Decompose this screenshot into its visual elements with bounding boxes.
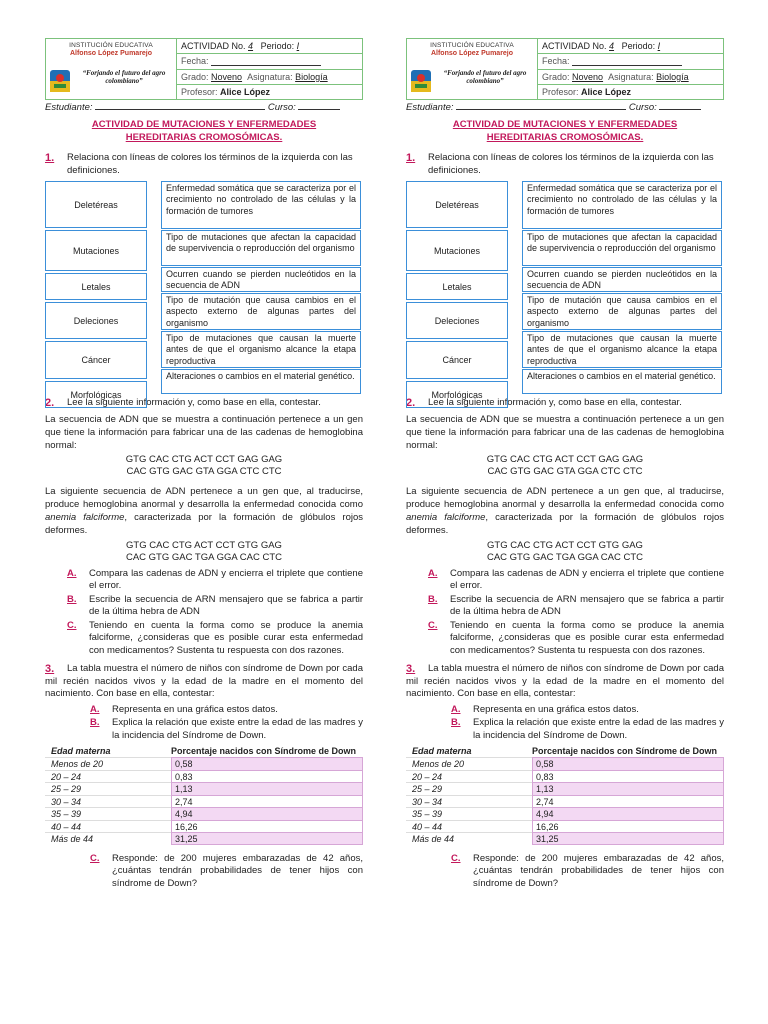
date-field[interactable] — [211, 57, 321, 66]
course-label: Curso: — [628, 102, 657, 113]
term-box[interactable] — [45, 273, 147, 300]
date-row — [538, 54, 723, 69]
term-label: Morfológicas — [431, 389, 483, 400]
subitem-a — [428, 568, 724, 593]
dna-normal-sequence — [45, 454, 363, 479]
term-label: Cáncer — [81, 355, 111, 365]
term-box[interactable] — [406, 341, 508, 379]
table-row — [45, 795, 363, 808]
sequence-line: GTG CAC CTG ACT CCT GAG GAG — [125, 453, 283, 465]
subitem-text: Explica la relación que existe entre la edad de las madres y la incidencia del Síndrome de Down. — [112, 717, 363, 741]
table-row — [406, 757, 724, 770]
period-value: I — [296, 41, 300, 52]
student-name-field[interactable] — [95, 101, 265, 110]
institution-label: INSTITUCIÓN EDUCATIVA — [69, 42, 153, 49]
student-label: Estudiante: — [45, 102, 93, 113]
term-box[interactable] — [406, 181, 508, 228]
term-box[interactable] — [406, 273, 508, 300]
question-1 — [45, 152, 363, 177]
matching-table — [406, 181, 724, 400]
question-3-subitems — [45, 704, 363, 743]
percentage-cell: 2,74 — [532, 795, 724, 808]
term-box[interactable] — [406, 381, 508, 408]
term-label: Deletéreas — [435, 199, 479, 210]
grade-row — [177, 70, 362, 85]
question-text: Lee la siguiente información y, como base en ella, contestar. — [428, 397, 682, 408]
table-row — [406, 832, 724, 845]
age-cell: Más de 44 — [406, 832, 532, 845]
column-header: Porcentaje nacidos con Síndrome de Down — [171, 746, 357, 756]
school-block — [46, 39, 177, 99]
school-block — [407, 39, 538, 99]
term-box[interactable] — [45, 381, 147, 408]
sequence-line: CAC GTG GAC GTA GGA CTC CTC — [487, 466, 643, 477]
column-header: Porcentaje nacidos con Síndrome de Down — [532, 746, 718, 756]
table-row — [45, 832, 363, 845]
definition-box[interactable]: Tipo de mutaciones que causan la muerte antes de que el organismo alcance la etapa reproductiva — [522, 331, 722, 368]
period-value: I — [657, 41, 661, 52]
question-number: 1. — [45, 152, 55, 164]
question-2-subitems — [406, 568, 724, 658]
definition-box[interactable]: Tipo de mutaciones que causan la muerte antes de que el organismo alcance la etapa reproductiva — [161, 331, 361, 368]
para-text: La siguiente secuencia de ADN pertenece a un gen que, al traducirse, produce hemoglobina anormal y desarrolla la enfermedad conocida como — [406, 485, 724, 510]
column-header: Edad materna — [51, 746, 111, 756]
term-label: Letales — [442, 281, 472, 292]
disease-name: anemia falciforme — [45, 511, 125, 523]
subitem-letter: A. — [451, 703, 461, 715]
term-box[interactable] — [406, 230, 508, 271]
table-row — [406, 795, 724, 808]
subitem-c — [428, 620, 724, 658]
subitem-text: Compara las cadenas de ADN y encierra el triplete que contiene el error. — [89, 567, 363, 591]
sequence-line: GTG CAC CTG ACT CCT GAG GAG — [486, 453, 644, 465]
school-logo-icon — [410, 69, 432, 93]
term-label: Mutaciones — [72, 245, 120, 256]
percentage-cell: 0,58 — [171, 757, 363, 770]
subitem-text: Compara las cadenas de ADN y encierra el triplete que contiene el error. — [450, 567, 724, 591]
subitem-letter: B. — [428, 593, 438, 605]
sequence-line: CAC GTG GAC TGA GGA CAC CTC — [125, 552, 283, 563]
table-row — [406, 782, 724, 795]
subitem-c — [451, 853, 724, 891]
question-3-subitem-c — [406, 853, 724, 891]
teacher-value: Alice López — [220, 86, 271, 97]
student-line — [45, 101, 363, 113]
question-number: 2. — [45, 397, 55, 409]
question-number: 1. — [406, 152, 416, 164]
terms-column — [45, 181, 147, 410]
percentage-cell: 0,58 — [532, 757, 724, 770]
subject-value: Biología — [656, 71, 689, 82]
subitem-text: Escribe la secuencia de ARN mensajero que se fabrica a partir de la última hebra de ADN — [89, 593, 363, 617]
teacher-row — [538, 85, 723, 99]
para-text: , caracterizada por la formación de glóbulos rojos deformes. — [406, 511, 724, 536]
definition-box[interactable]: Tipo de mutación que causa cambios en el aspecto externo de algunas partes del organismo — [522, 293, 722, 330]
header-box — [406, 38, 724, 100]
table-row — [45, 807, 363, 820]
subitem-text: Representa en una gráfica estos datos. — [112, 703, 278, 715]
subitem-text: Explica la relación que existe entre la edad de las madres y la incidencia del Síndrome de Down. — [473, 717, 724, 741]
sequence-line: GTG CAC CTG ACT CCT GTG GAG — [487, 539, 643, 551]
subitem-b — [90, 717, 363, 742]
question-text: La tabla muestra el número de niños con síndrome de Down por cada mil recién nacidos vivos y la edad de la madre en el momento del nacimiento. Con base en ella, contestar: — [45, 663, 363, 699]
subitem-b — [67, 594, 363, 619]
disease-name: anemia falciforme — [406, 511, 486, 523]
student-line — [406, 101, 724, 113]
subitem-text: Responde: de 200 mujeres embarazadas de 42 años, ¿cuántas tendrán probabilidades de tener hijos con síndrome de Down? — [473, 852, 724, 889]
age-cell: 35 – 39 — [406, 807, 532, 820]
subitem-c — [67, 620, 363, 658]
term-box[interactable] — [45, 302, 147, 339]
activity-row — [177, 39, 362, 54]
dna-mutant-intro — [45, 485, 363, 537]
down-syndrome-table — [406, 746, 724, 845]
term-label: Morfológicas — [70, 389, 122, 400]
age-cell: Más de 44 — [45, 832, 171, 845]
table-row — [45, 757, 363, 770]
percentage-cell: 31,25 — [171, 832, 363, 845]
percentage-cell: 31,25 — [532, 832, 724, 845]
definitions-column — [522, 181, 722, 395]
table-row — [45, 770, 363, 783]
percentage-cell: 16,26 — [532, 820, 724, 833]
question-number: 3. — [406, 663, 416, 675]
institution-label: INSTITUCIÓN EDUCATIVA — [430, 42, 514, 49]
title-line-1: ACTIVIDAD DE MUTACIONES Y ENFERMEDADES — [91, 119, 317, 130]
question-1 — [406, 152, 724, 177]
subitem-text: Escribe la secuencia de ARN mensajero que se fabrica a partir de la última hebra de ADN — [450, 593, 724, 617]
subitem-a — [67, 568, 363, 593]
grade-label: Grado: — [181, 71, 209, 82]
para-text: , caracterizada por la formación de glóbulos rojos deformes. — [45, 511, 363, 536]
course-field[interactable] — [298, 101, 340, 110]
activity-title — [45, 118, 363, 144]
definition-box[interactable]: Alteraciones o cambios en el material genético. — [161, 369, 361, 394]
teacher-value: Alice López — [581, 86, 632, 97]
table-header — [45, 746, 363, 757]
teacher-row — [177, 85, 362, 99]
date-label: Fecha: — [542, 56, 570, 67]
subitem-text: Teniendo en cuenta la forma como se produce la anemia falciforme, ¿consideras que es posible curar esta enfermedad con medicamentos? Sustenta tu respuesta con dos razones. — [89, 619, 363, 656]
definition-box[interactable]: Enfermedad somática que se caracteriza por el crecimiento no controlado de las células y la formación de tumores — [161, 181, 361, 229]
sequence-line: CAC GTG GAC GTA GGA CTC CTC — [126, 466, 282, 477]
course-label: Curso: — [267, 102, 296, 113]
percentage-cell: 4,94 — [532, 807, 724, 820]
definition-box[interactable]: Ocurren cuando se pierden nucleótidos en la secuencia de ADN — [161, 267, 361, 292]
subitem-a — [90, 704, 363, 717]
question-3 — [45, 663, 363, 701]
subitem-letter: A. — [90, 703, 100, 715]
subject-label: Asignatura: — [608, 71, 654, 82]
subitem-letter: B. — [90, 717, 100, 728]
table-row — [45, 820, 363, 833]
term-label: Mutaciones — [433, 245, 481, 256]
date-field[interactable] — [572, 57, 682, 66]
subitem-a — [451, 704, 724, 717]
dna-normal-intro: La secuencia de ADN que se muestra a continuación pertenece a un gen que tiene la información para fabricar una de las cadenas de hemoglobina normal: — [406, 413, 724, 451]
question-text: Relaciona con líneas de colores los términos de la izquierda con las definiciones. — [428, 152, 714, 176]
percentage-cell: 16,26 — [171, 820, 363, 833]
school-motto: “Forjando el futuro del agro colombiano” — [443, 69, 527, 85]
subitem-b — [428, 594, 724, 619]
table-row — [406, 770, 724, 783]
question-text: La tabla muestra el número de niños con síndrome de Down por cada mil recién nacidos vivos y la edad de la madre en el momento del nacimiento. Con base en ella, contestar: — [406, 663, 724, 699]
subitem-text: Representa en una gráfica estos datos. — [473, 703, 639, 715]
age-cell: 40 – 44 — [406, 820, 532, 833]
header-fields — [538, 39, 723, 99]
question-3 — [406, 663, 724, 701]
definition-box[interactable]: Enfermedad somática que se caracteriza por el crecimiento no controlado de las células y la formación de tumores — [522, 181, 722, 229]
term-label: Letales — [81, 281, 111, 292]
term-label: Deleciones — [434, 315, 480, 326]
column-header: Edad materna — [412, 746, 472, 756]
dna-mutant-intro — [406, 485, 724, 537]
subject-label: Asignatura: — [247, 71, 293, 82]
subitem-letter: C. — [67, 619, 77, 631]
grade-value: Noveno — [211, 71, 243, 82]
age-cell: Menos de 20 — [406, 757, 532, 770]
school-logo-icon — [49, 69, 71, 93]
definition-box[interactable]: Tipo de mutaciones que afectan la capacidad de supervivencia o reproducción del organismo — [161, 230, 361, 266]
question-3-subitems — [406, 704, 724, 743]
definition-box[interactable]: Tipo de mutaciones que afectan la capacidad de supervivencia o reproducción del organismo — [522, 230, 722, 266]
grade-value: Noveno — [572, 71, 604, 82]
age-cell: 30 – 34 — [406, 795, 532, 808]
grade-row — [538, 70, 723, 85]
student-name-field[interactable] — [456, 101, 626, 110]
question-2-subitems — [45, 568, 363, 658]
worksheet-copy-right — [406, 38, 724, 890]
subitem-text: Responde: de 200 mujeres embarazadas de 42 años, ¿cuántas tendrán probabilidades de tener hijos con síndrome de Down? — [112, 852, 363, 889]
school-name: Alfonso López Pumarejo — [69, 50, 153, 57]
percentage-cell: 0,83 — [171, 770, 363, 783]
subitem-letter: A. — [67, 567, 77, 579]
school-name: Alfonso López Pumarejo — [430, 50, 514, 57]
percentage-cell: 0,83 — [532, 770, 724, 783]
question-text: Lee la siguiente información y, como base en ella, contestar. — [67, 397, 321, 408]
table-row — [45, 782, 363, 795]
percentage-cell: 1,13 — [171, 782, 363, 795]
dna-mutant-sequence — [45, 540, 363, 565]
age-cell: 35 – 39 — [45, 807, 171, 820]
subitem-letter: C. — [451, 852, 461, 864]
title-line-1: ACTIVIDAD DE MUTACIONES Y ENFERMEDADES — [452, 119, 678, 130]
table-header — [406, 746, 724, 757]
term-box[interactable] — [45, 181, 147, 228]
grade-label: Grado: — [542, 71, 570, 82]
term-box[interactable] — [45, 230, 147, 271]
age-cell: 40 – 44 — [45, 820, 171, 833]
question-number: 3. — [45, 663, 55, 675]
activity-row — [538, 39, 723, 54]
question-number: 2. — [406, 397, 416, 409]
worksheet-copy-left — [45, 38, 363, 890]
sequence-line: GTG CAC CTG ACT CCT GTG GAG — [126, 539, 282, 551]
terms-column — [406, 181, 508, 410]
age-cell: 20 – 24 — [406, 770, 532, 783]
teacher-label: Profesor: — [181, 86, 218, 97]
activity-label: ACTIVIDAD No. — [542, 41, 607, 52]
sequence-line: CAC GTG GAC TGA GGA CAC CTC — [486, 552, 644, 563]
subitem-letter: C. — [90, 852, 100, 864]
definition-box[interactable]: Tipo de mutación que causa cambios en el aspecto externo de algunas partes del organismo — [161, 293, 361, 330]
header-box — [45, 38, 363, 100]
activity-title — [406, 118, 724, 144]
definition-box[interactable]: Ocurren cuando se pierden nucleótidos en la secuencia de ADN — [522, 267, 722, 292]
activity-number: 4 — [609, 41, 615, 52]
age-cell: Menos de 20 — [45, 757, 171, 770]
header-fields — [177, 39, 362, 99]
date-label: Fecha: — [181, 56, 209, 67]
activity-label: ACTIVIDAD No. — [181, 41, 246, 52]
date-row — [177, 54, 362, 69]
title-line-2: HEREDITARIAS CROMOSÓMICAS. — [125, 132, 283, 143]
teacher-label: Profesor: — [542, 86, 579, 97]
title-line-2: HEREDITARIAS CROMOSÓMICAS. — [486, 132, 644, 143]
age-cell: 25 – 29 — [406, 782, 532, 795]
subitem-letter: B. — [451, 717, 461, 728]
subitem-c — [90, 853, 363, 891]
subitem-text: Teniendo en cuenta la forma como se produce la anemia falciforme, ¿consideras que es posible curar esta enfermedad con medicamentos? Sustenta tu respuesta con dos razones. — [450, 619, 724, 656]
course-field[interactable] — [659, 101, 701, 110]
age-cell: 25 – 29 — [45, 782, 171, 795]
matching-table — [45, 181, 363, 400]
para-text: La siguiente secuencia de ADN pertenece a un gen que, al traducirse, produce hemoglobina anormal y desarrolla la enfermedad conocida como — [45, 485, 363, 510]
activity-number: 4 — [248, 41, 254, 52]
down-syndrome-table — [45, 746, 363, 845]
dna-normal-sequence — [406, 454, 724, 479]
definition-box[interactable]: Alteraciones o cambios en el material genético. — [522, 369, 722, 394]
period-label: Periodo: — [260, 41, 295, 52]
subitem-b — [451, 717, 724, 742]
table-row — [406, 807, 724, 820]
term-label: Cáncer — [442, 355, 472, 365]
term-label: Deleciones — [73, 315, 119, 326]
subitem-letter: C. — [428, 619, 438, 631]
school-motto: “Forjando el futuro del agro colombiano” — [82, 69, 166, 85]
subitem-letter: A. — [428, 567, 438, 579]
question-3-subitem-c — [45, 853, 363, 891]
term-label: Deletéreas — [74, 199, 118, 210]
student-label: Estudiante: — [406, 102, 454, 113]
subject-value: Biología — [295, 71, 328, 82]
percentage-cell: 1,13 — [532, 782, 724, 795]
dna-normal-intro: La secuencia de ADN que se muestra a continuación pertenece a un gen que tiene la información para fabricar una de las cadenas de hemoglobina normal: — [45, 413, 363, 451]
period-label: Periodo: — [621, 41, 656, 52]
age-cell: 30 – 34 — [45, 795, 171, 808]
table-row — [406, 820, 724, 833]
percentage-cell: 4,94 — [171, 807, 363, 820]
term-box[interactable] — [45, 341, 147, 379]
term-box[interactable] — [406, 302, 508, 339]
subitem-letter: B. — [67, 593, 77, 605]
question-text: Relaciona con líneas de colores los términos de la izquierda con las definiciones. — [67, 152, 353, 176]
percentage-cell: 2,74 — [171, 795, 363, 808]
age-cell: 20 – 24 — [45, 770, 171, 783]
dna-mutant-sequence — [406, 540, 724, 565]
definitions-column — [161, 181, 361, 395]
